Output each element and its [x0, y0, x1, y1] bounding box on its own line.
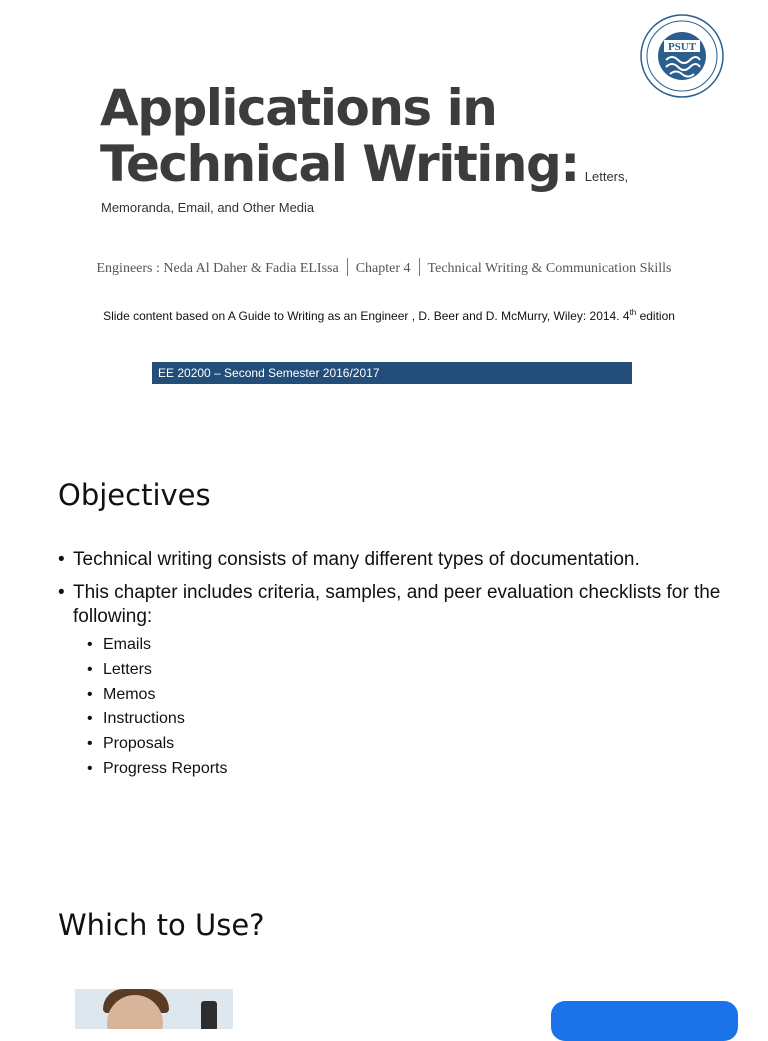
- bullet-item: • Technical writing consists of many different types of documentation.: [58, 548, 738, 572]
- separator: [347, 258, 348, 276]
- course-name: Technical Writing & Communication Skills: [427, 261, 672, 276]
- bullet-item: [58, 581, 738, 782]
- slide-heading: Objectives: [58, 478, 211, 512]
- blue-callout-box: [551, 1001, 738, 1041]
- title-tail: Letters,: [584, 169, 629, 184]
- title-line-2: Technical Writing:: [100, 135, 579, 193]
- svg-text:PSUT: PSUT: [667, 41, 697, 53]
- bullet-text: This chapter includes criteria, samples, and peer evaluation checklists for the following:: [73, 582, 721, 627]
- bullet-list: [58, 548, 738, 791]
- objectives-slide: [0, 460, 768, 860]
- source-citation: [0, 308, 768, 323]
- sub-bullet-item: • Proposals: [87, 732, 738, 757]
- sub-bullet-item: • Progress Reports: [87, 757, 738, 782]
- sub-bullet-item: • Instructions: [87, 707, 738, 732]
- sub-bullet-list: [87, 633, 738, 782]
- authors: Engineers : Neda Al Daher & Fadia ELIssa: [96, 261, 339, 276]
- which-to-use-slide: [0, 900, 768, 1024]
- sub-bullet-item: • Memos: [87, 683, 738, 708]
- sub-bullet-item: • Emails: [87, 633, 738, 658]
- chapter-label: Chapter 4: [355, 261, 411, 276]
- sub-bullet-item: • Letters: [87, 658, 738, 683]
- presentation-title: [100, 80, 700, 205]
- person-with-phone-image: [75, 989, 233, 1029]
- title-line-1: Applications in: [100, 79, 497, 137]
- separator: [419, 258, 420, 276]
- source-tail: edition: [636, 309, 675, 323]
- course-bar: EE 20200 – Second Semester 2016/2017: [152, 362, 632, 384]
- source-text: Slide content based on A Guide to Writing as an Engineer , D. Beer and D. McMurry, Wiley: 2014. 4: [103, 309, 630, 323]
- subtitle: Memoranda, Email, and Other Media: [101, 200, 315, 215]
- title-slide: [0, 0, 768, 430]
- phone-icon: [201, 1001, 217, 1029]
- slide-heading: Which to Use?: [58, 908, 265, 942]
- author-line: [0, 258, 768, 277]
- source-superscript: th: [629, 308, 637, 317]
